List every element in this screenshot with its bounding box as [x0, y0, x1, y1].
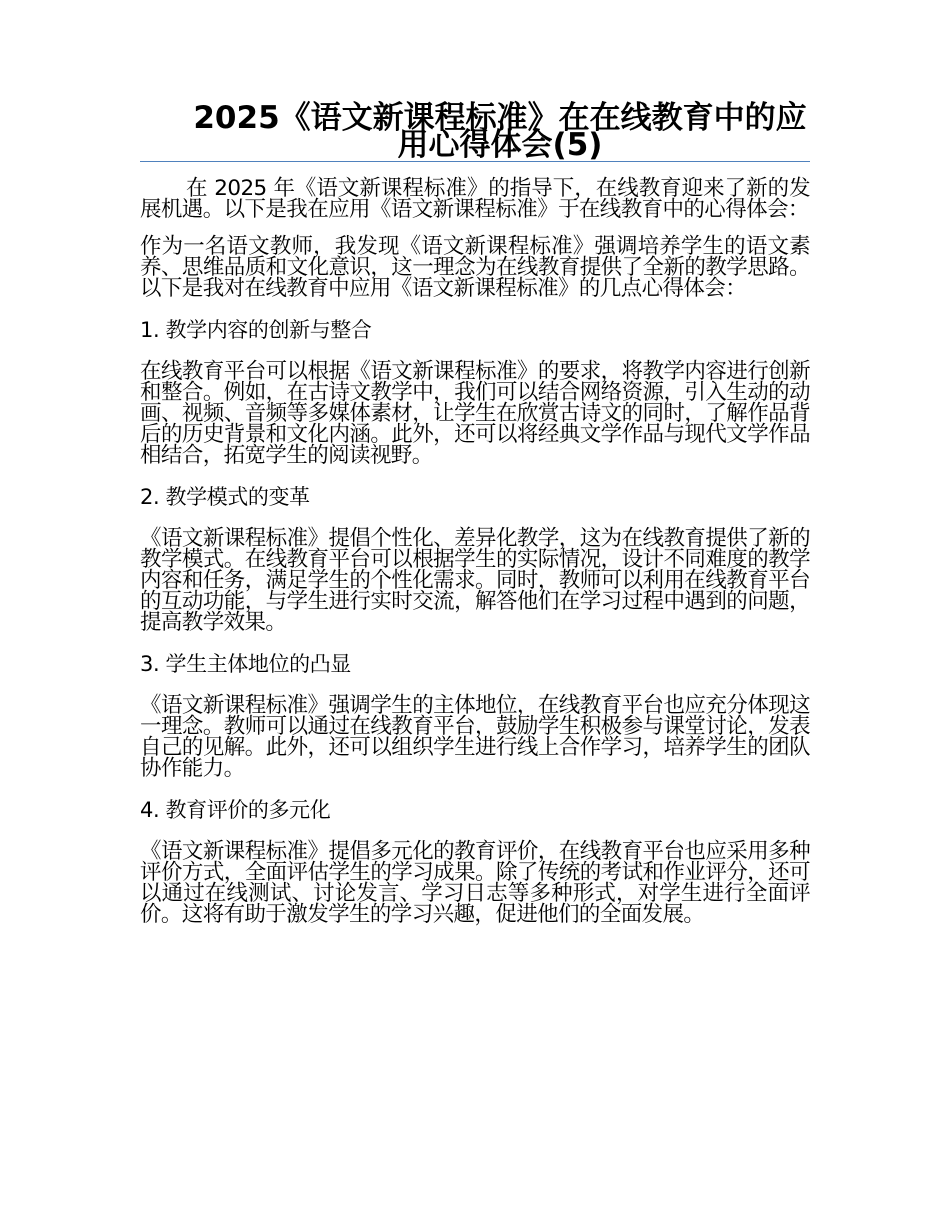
document-body — [140, 178, 810, 941]
section-heading-2: 2. 教学模式的变革 — [140, 485, 310, 509]
overview-paragraph: 作为一名语文教师，我发现《语文新课程标准》强调培养学生的语文素养、思维品质和文化意识，这一理念为在线教育提供了全新的教学思路。以下是我对在线教育中应用《语文新课程标准》的几点心得体会： — [140, 234, 810, 301]
section-heading-1: 1. 教学内容的创新与整合 — [140, 318, 372, 342]
section-paragraph-3: 《语文新课程标准》强调学生的主体地位，在线教育平台也应充分体现这一理念。教师可以通过在线教育平台，鼓励学生积极参与课堂讨论，发表自己的见解。此外，还可以组织学生进行线上合作学习，培养学生的团队协作能力。 — [140, 693, 810, 781]
section-paragraph-4: 《语文新课程标准》提倡多元化的教育评价，在线教育平台也应采用多种评价方式，全面评估学生的学习成果。除了传统的考试和作业评分，还可以通过在线测试、讨论发言、学习日志等多种形式，对学生进行全面评价。这将有助于激发学生的学习兴趣，促进他们的全面发展。 — [140, 839, 810, 927]
section-paragraph-1: 在线教育平台可以根据《语文新课程标准》的要求，将教学内容进行创新和整合。例如，在古诗文教学中，我们可以结合网络资源，引入生动的动画、视频、音频等多媒体素材，让学生在欣赏古诗文的同时，了解作品背后的历史背景和文化内涵。此外，还可以将经典文学作品与现代文学作品相结合，拓宽学生的阅读视野。 — [140, 359, 810, 468]
intro-paragraph: 在 2025 年《语文新课程标准》的指导下，在线教育迎来了新的发展机遇。以下是我在应用《语文新课程标准》于在线教育中的心得体会： — [140, 176, 810, 222]
section-heading-3: 3. 学生主体地位的凸显 — [140, 652, 351, 676]
section-heading-4: 4. 教育评价的多元化 — [140, 798, 331, 822]
section-paragraph-2: 《语文新课程标准》提倡个性化、差异化教学，这为在线教育提供了新的教学模式。在线教育平台可以根据学生的实际情况，设计不同难度的教学内容和任务，满足学生的个性化需求。同时，教师可以利用在线教育平台的互动功能，与学生进行实时交流，解答他们在学习过程中遇到的问题，提高教学效果。 — [140, 526, 810, 635]
document-title: 2025《语文新课程标准》在在线教育中的应用心得体会(5) — [193, 100, 807, 163]
title-underline — [140, 161, 810, 162]
